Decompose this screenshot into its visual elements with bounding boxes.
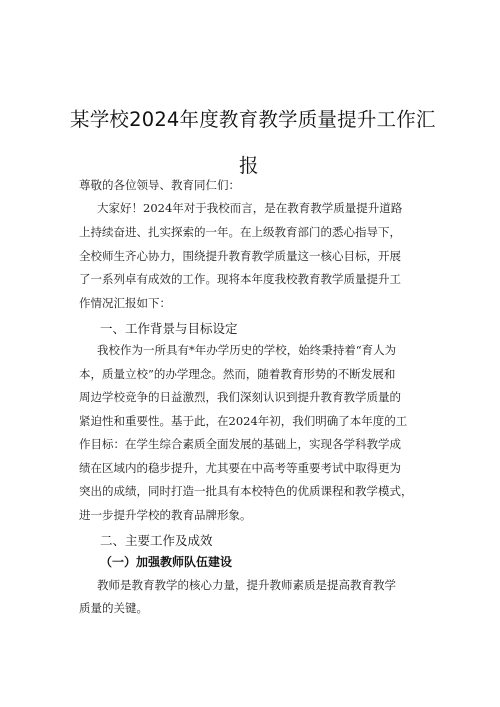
- section-2-heading: 二、主要工作及成效: [100, 533, 213, 548]
- section-1-line: 我校作为一所具有*年办学历史的学校，始终秉持着“育人为: [97, 343, 397, 357]
- document-title-line-1: 某学校2024年度教育教学质量提升工作汇: [70, 108, 436, 131]
- section-2-sub-1-line: 质量的关键。: [79, 601, 148, 615]
- document-title-line-2: 报: [239, 154, 259, 177]
- intro-line: 上持续奋进、扎实探索的一年。在上级教育部门的悉心指导下，: [79, 225, 401, 239]
- section-1-line: 紧迫性和重要性。基于此，在2024年初，我们明确了本年度的工: [79, 414, 408, 428]
- section-1-heading: 一、工作背景与目标设定: [100, 321, 238, 336]
- intro-line: 全校师生齐心协力，围绕提升教育教学质量这一核心目标，开展: [79, 249, 401, 263]
- intro-line: 大家好！2024年对于我校而言，是在教育教学质量提升道路: [97, 201, 403, 215]
- section-1-line: 本，质量立校”的办学理念。然而，随着教育形势的不断发展和: [79, 367, 396, 381]
- section-1-line: 周边学校竞争的日益激烈，我们深刻认识到提升教育教学质量的: [79, 390, 401, 404]
- section-1-line: 绩在区域内的稳步提升，尤其要在中高考等重要考试中取得更为: [79, 461, 401, 475]
- intro-line: 作情况汇报如下：: [79, 296, 171, 310]
- intro-line: 了一系列卓有成效的工作。现将本年度我校教育教学质量提升工: [79, 272, 401, 286]
- section-1-line: 进一步提升学校的教育品牌形象。: [79, 508, 252, 522]
- section-1-line: 作目标：在学生综合素质全面发展的基础上，实现各学科教学成: [79, 437, 401, 451]
- section-2-sub-1-line: 教师是教育教学的核心力量，提升教师素质是提高教育教学: [97, 578, 396, 592]
- salutation: 尊敬的各位领导、教育同仁们：: [79, 178, 240, 192]
- section-2-subheading-1: （一）加强教师队伍建设: [100, 555, 233, 569]
- section-1-line: 突出的成绩，同时打造一批具有本校特色的优质课程和教学模式，: [79, 484, 413, 498]
